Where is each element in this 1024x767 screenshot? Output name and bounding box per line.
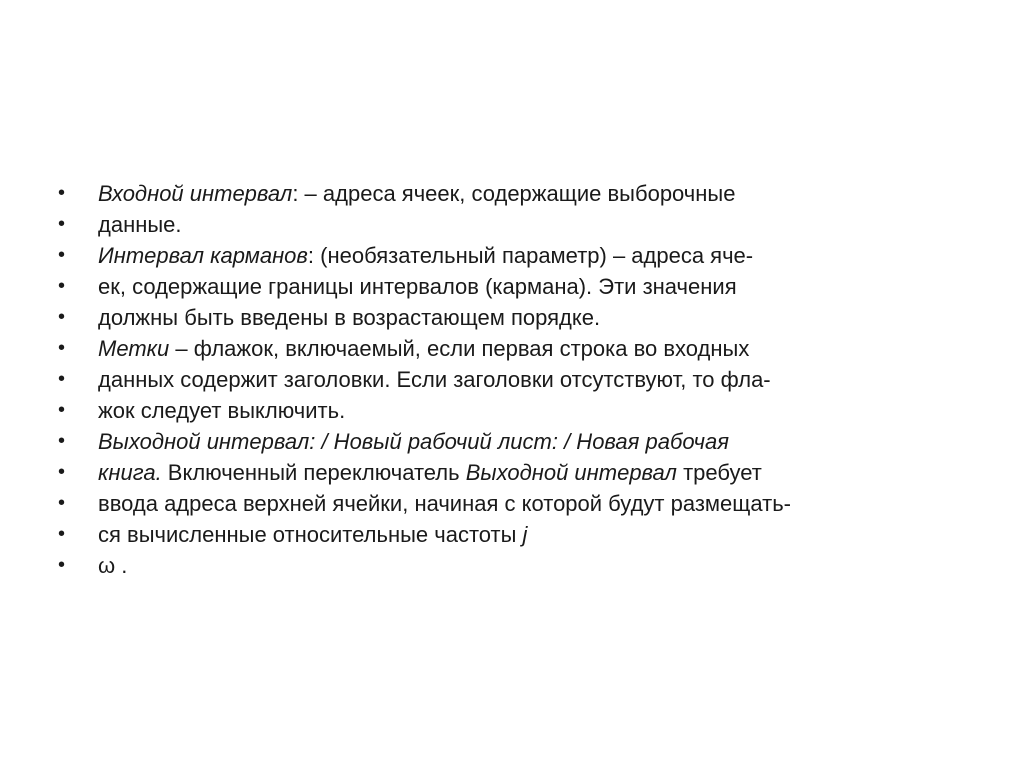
bullet-text (98, 333, 749, 364)
bullet-text (98, 240, 753, 271)
bullet-text (98, 209, 182, 240)
bullet-line (58, 209, 958, 240)
bullet-text (98, 364, 771, 395)
bullet-text (98, 488, 791, 519)
bullet-line (58, 364, 958, 395)
text-segment: : (необязательный параметр) – адреса яче- (307, 243, 754, 268)
bullet-line (58, 519, 958, 550)
text-segment: жок следует выключить. (98, 398, 346, 423)
text-segment: должны быть введены в возрастающем порядке. (98, 305, 601, 330)
bullet-text (98, 519, 527, 550)
text-segment: Включенный переключатель (161, 460, 466, 485)
italic-term: j (522, 522, 528, 547)
bullet-text (98, 178, 735, 209)
italic-term: Выходной интервал: / Новый рабочий лист: / Новая рабочая (98, 429, 729, 454)
bullet-text (98, 550, 127, 581)
text-segment: ся вычисленные относительные частоты (98, 522, 523, 547)
bullet-marker: • (58, 275, 66, 297)
text-segment: требует (676, 460, 762, 485)
bullet-text (98, 271, 737, 302)
bullet-marker: • (58, 430, 66, 452)
bullet-marker: • (58, 182, 66, 204)
bullet-marker: • (58, 399, 66, 421)
text-segment: данные. (98, 212, 182, 237)
bullet-marker: • (58, 213, 66, 235)
bullet-marker: • (58, 554, 66, 576)
bullet-marker: • (58, 244, 66, 266)
text-segment: – флажок, включаемый, если первая строка во входных (169, 336, 750, 361)
bullet-line (58, 333, 958, 364)
bullet-marker: • (58, 523, 66, 545)
bullet-line (58, 302, 958, 333)
bullet-line (58, 240, 958, 271)
bullet-marker: • (58, 368, 66, 390)
italic-term: Метки (98, 336, 170, 361)
bullet-line (58, 426, 958, 457)
bullet-marker: • (58, 306, 66, 328)
bullet-text (98, 302, 600, 333)
bullet-text (98, 395, 345, 426)
bullet-marker: • (58, 461, 66, 483)
bullet-line (58, 457, 958, 488)
bullet-line (58, 395, 958, 426)
bullet-marker: • (58, 492, 66, 514)
bullet-line (58, 271, 958, 302)
bullet-line (58, 550, 958, 581)
bullet-text (98, 457, 762, 488)
bullet-line (58, 178, 958, 209)
bullet-line (58, 488, 958, 519)
text-segment: ввода адреса верхней ячейки, начиная с которой будут размещать- (98, 491, 791, 516)
italic-term: Входной интервал (98, 181, 293, 206)
bullet-marker: • (58, 337, 66, 359)
bullet-list (58, 178, 958, 581)
text-segment: ω . (98, 553, 128, 578)
bullet-text (98, 426, 729, 457)
italic-term: книга. (98, 460, 162, 485)
text-segment: : – адреса ячеек, содержащие выборочные (292, 181, 736, 206)
italic-term: Выходной интервал (465, 460, 677, 485)
italic-term: Интервал карманов (98, 243, 308, 268)
text-segment: данных содержит заголовки. Если заголовки отсутствуют, то фла- (98, 367, 771, 392)
text-segment: ек, содержащие границы интервалов (кармана). Эти значения (98, 274, 737, 299)
